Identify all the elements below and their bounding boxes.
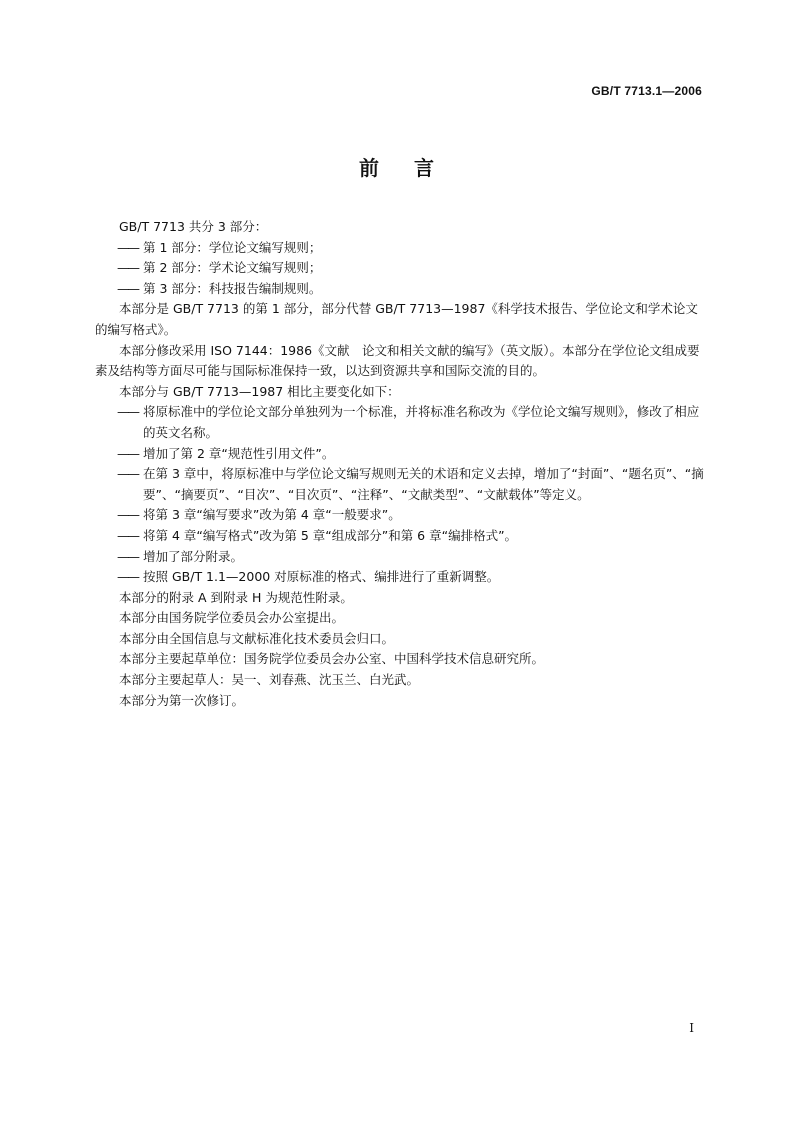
paragraph-intro: GB/T 7713 共分 3 部分： [119,219,268,234]
dash-mark: —— [117,527,138,543]
paragraph-proposer: 本部分由国务院学位委员会办公室提出。 [119,610,345,626]
change-item-4 [95,505,707,526]
dash-mark: —— [117,404,138,420]
dash-mark: —— [117,445,138,461]
paragraph-drafting-units: 本部分主要起草单位：国务院学位委员会办公室、中国科学技术信息研究所。 [119,651,545,667]
paragraph-appendix: 本部分的附录 A 到附录 H 为规范性附录。 [119,589,353,605]
paragraph-part-relation: 本部分是 GB/T 7713 的第 1 部分，部分代替 GB/T 7713—1987《科学技术报告、学位论文和学术论文的编写格式》。 [95,301,698,337]
dash-mark: —— [117,260,138,276]
list-item-text: 增加了部分附录。 [143,548,244,564]
list-item-part-3 [95,279,707,300]
dash-mark: —— [117,466,138,482]
list-item-part-1 [95,238,707,259]
standard-code: GB/T 7713.1—2006 [591,84,702,98]
change-item-3 [95,464,707,505]
list-item-text: 增加了第 2 章“规范性引用文件”。 [143,445,335,461]
title-char-1: 前 [359,156,380,180]
page-number: I [689,1021,694,1035]
dash-mark: —— [117,280,138,296]
paragraph-iso-adoption: 本部分修改采用 ISO 7144：1986《文献 论文和相关文献的编写》（英文版）。本部分在学位论文组成要素及结构等方面尽可能与国际标准保持一致，以达到资源共享和国际交流的目的。 [95,342,700,379]
page-title [0,152,794,181]
foreword-body [95,217,707,711]
dash-mark: —— [117,507,138,523]
dash-mark: —— [117,239,138,255]
change-item-2 [95,444,707,465]
list-item-text: 将第 3 章“编写要求”改为第 4 章“一般要求”。 [143,507,401,523]
paragraph-changes-intro: 本部分与 GB/T 7713—1987 相比主要变化如下： [119,383,400,399]
paragraph-drafters: 本部分主要起草人：吴一、刘春燕、沈玉兰、白光武。 [119,672,420,688]
list-item-text: 第 2 部分：学术论文编写规则； [143,260,322,276]
list-item-text: 将原标准中的学位论文部分单独列为一个标准，并将标准名称改为《学位论文编写规则》，修改了相应的英文名称。 [143,404,700,440]
change-item-6 [95,547,707,568]
list-item-text: 将第 4 章“编写格式”改为第 5 章“组成部分”和第 6 章“编排格式”。 [143,527,518,543]
dash-mark: —— [117,548,138,564]
list-item-text: 第 1 部分：学位论文编写规则； [143,239,322,255]
change-item-1 [95,402,707,443]
change-item-7 [95,567,707,588]
list-item-text: 按照 GB/T 1.1—2000 对原标准的格式、编排进行了重新调整。 [143,569,500,585]
paragraph-revision: 本部分为第一次修订。 [119,692,245,708]
change-item-5 [95,526,707,547]
list-item-part-2 [95,258,707,279]
list-item-text: 在第 3 章中，将原标准中与学位论文编写规则无关的术语和定义去掉，增加了“封面”、“题名页”、“摘要”、“摘要页”、“目次”、“目次页”、“注释”、“文献类型”、“文献载体”等定义。 [143,466,704,502]
paragraph-committee: 本部分由全国信息与文献标准化技术委员会归口。 [119,630,395,646]
list-item-text: 第 3 部分：科技报告编制规则。 [143,280,322,296]
dash-mark: —— [117,569,138,585]
title-char-2: 言 [414,156,435,180]
